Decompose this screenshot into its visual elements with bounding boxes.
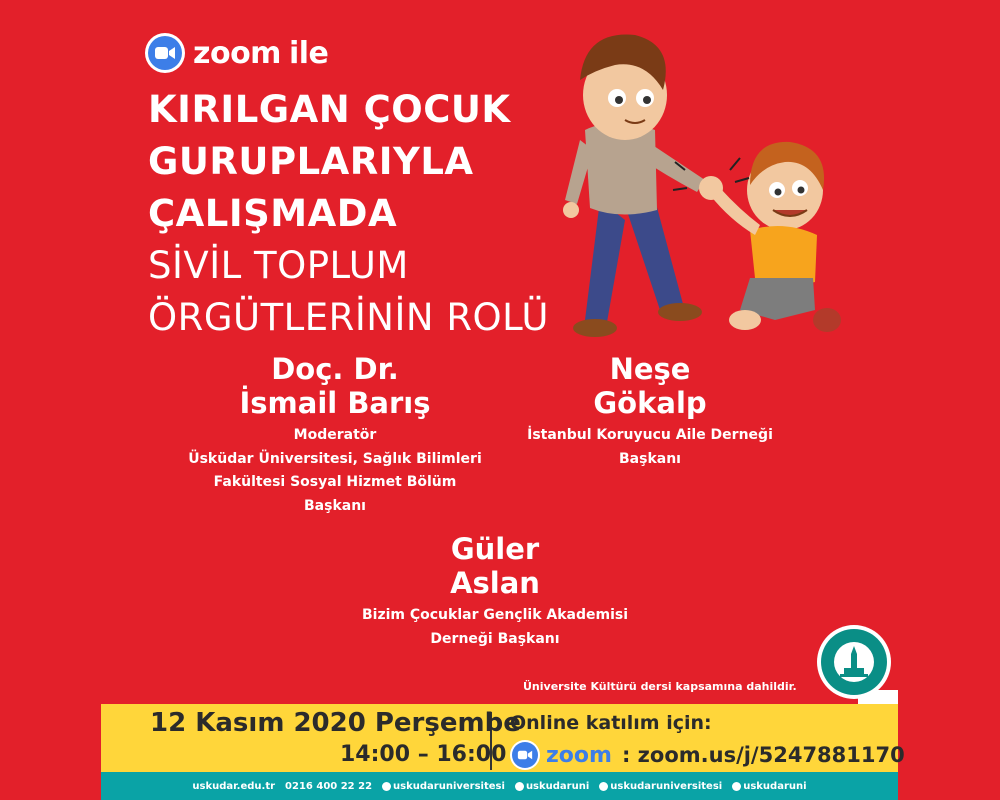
event-time: 14:00 – 16:00 xyxy=(340,742,507,767)
title-line: ÖRGÜTLERİNİN ROLÜ xyxy=(148,296,550,339)
social-handle: uskudaruniversitesi xyxy=(610,780,723,792)
speaker-description xyxy=(185,424,485,518)
title-line: SİVİL TOPLUM xyxy=(148,244,409,287)
title-line: KIRILGAN ÇOCUK xyxy=(148,88,511,131)
younger-boy-figure xyxy=(710,142,841,332)
youtube-icon xyxy=(599,782,608,791)
speaker-ismail-baris xyxy=(185,352,485,518)
zoom-meeting-link[interactable]: : zoom.us/j/5247881170 xyxy=(621,743,905,767)
social-facebook[interactable] xyxy=(382,781,505,792)
desc-line: Derneği Başkanı xyxy=(430,630,560,647)
social-youtube[interactable] xyxy=(599,781,722,792)
zoom-link-row[interactable] xyxy=(510,740,905,770)
speaker-name: Güler xyxy=(450,532,540,566)
zoom-logo-word: zoom xyxy=(193,35,281,71)
online-label: Online katılım için: xyxy=(510,712,712,734)
phone-number: 0216 400 22 22 xyxy=(285,780,373,792)
speaker-name: Doç. Dr. xyxy=(271,352,399,386)
desc-line: Başkanı xyxy=(304,497,366,514)
children-illustration xyxy=(545,20,865,350)
zoom-word: zoom xyxy=(546,742,612,768)
course-note: Üniversite Kültürü dersi kapsamına dahildir. xyxy=(523,680,797,693)
desc-line: Fakültesi Sosyal Hizmet Bölüm xyxy=(213,474,457,490)
social-twitter[interactable] xyxy=(515,781,589,792)
title-line: GURUPLARIYLA xyxy=(148,140,474,183)
website-link[interactable]: uskudar.edu.tr xyxy=(192,780,276,792)
speaker-name: Gökalp xyxy=(593,386,707,420)
speaker-name: İsmail Barış xyxy=(239,386,431,420)
social-handle: uskudaruni xyxy=(743,780,807,792)
social-handle: uskudaruni xyxy=(525,780,590,792)
event-date: 12 Kasım 2020 Perşembe xyxy=(150,708,521,738)
desc-line: Bizim Çocuklar Gençlik Akademisi xyxy=(361,607,629,623)
speaker-nese-gokalp xyxy=(500,352,800,471)
speaker-description xyxy=(345,604,645,651)
event-title xyxy=(148,84,549,344)
speaker-name: Aslan xyxy=(450,566,540,600)
desc-line: Moderatör xyxy=(293,427,377,443)
handshake xyxy=(699,176,723,200)
zoom-icon xyxy=(510,740,540,770)
social-instagram[interactable] xyxy=(732,781,806,792)
desc-line: İstanbul Koruyucu Aile Derneği xyxy=(527,427,773,443)
facebook-icon xyxy=(382,782,391,791)
zoom-icon xyxy=(145,33,185,73)
desc-line: Başkanı xyxy=(619,450,681,467)
twitter-icon xyxy=(515,782,524,791)
footer-bar xyxy=(101,772,898,800)
speaker-guler-aslan xyxy=(345,532,645,651)
older-boy-figure xyxy=(563,35,705,337)
desc-line: Üsküdar Üniversitesi, Sağlık Bilimleri xyxy=(188,450,482,467)
zoom-header xyxy=(145,33,328,73)
title-line: ÇALIŞMADA xyxy=(148,192,398,235)
social-handle: uskudaruniversitesi xyxy=(393,780,505,792)
speaker-name: Neşe xyxy=(609,352,691,386)
zoom-suffix: ile xyxy=(288,35,329,71)
speaker-description xyxy=(500,424,800,471)
instagram-icon xyxy=(732,782,741,791)
